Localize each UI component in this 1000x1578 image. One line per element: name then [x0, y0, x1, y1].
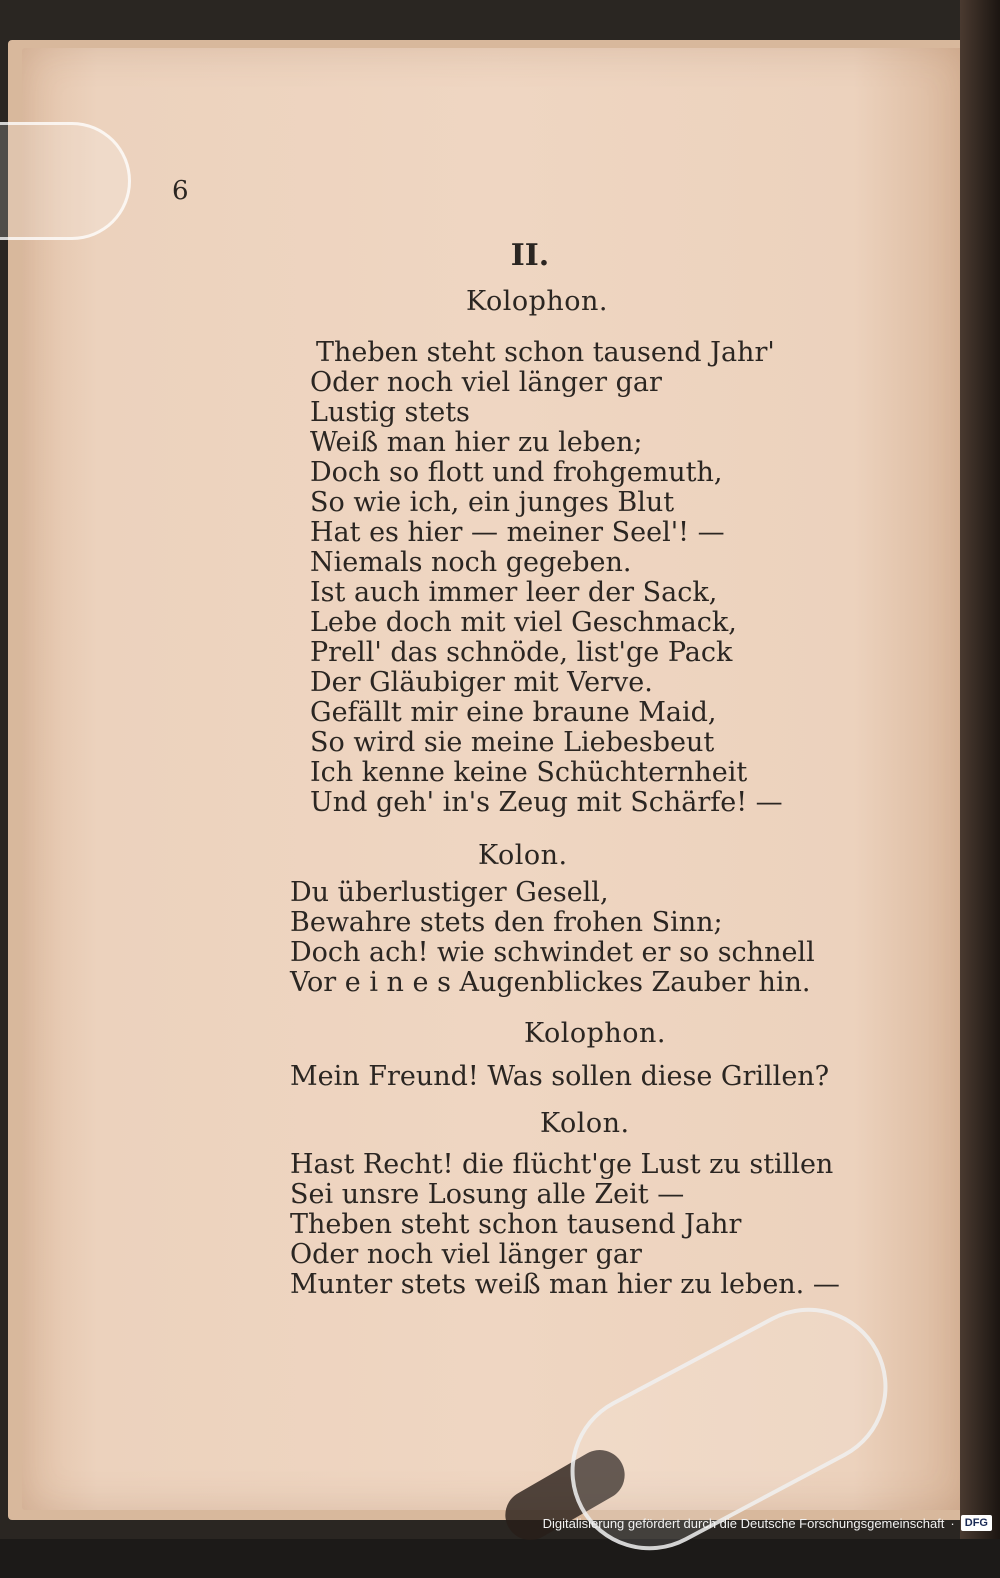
verse-line: Mein Freund! Was sollen diese Grillen?: [290, 1061, 830, 1092]
page-clip-top: [0, 122, 131, 240]
verse-line: Ich kenne keine Schüchternheit: [310, 757, 748, 788]
verse-line: Weiß man hier zu leben;: [310, 427, 643, 458]
verse-line: Lustig stets: [310, 397, 470, 428]
footer-separator: ·: [950, 1515, 955, 1531]
verse-line: Hast Recht! die flücht'ge Lust zu stillen: [290, 1149, 834, 1180]
speaker-heading-kolon: Kolon.: [478, 840, 568, 871]
verse-line: Doch ach! wie schwindet er so schnell: [290, 937, 815, 968]
verse-line: Ist auch immer leer der Sack,: [310, 577, 718, 608]
verse-line: Gefällt mir eine braune Maid,: [310, 697, 717, 728]
footer-credit: Digitalisierung gefördert durch die Deutsche Forschungsgemeinschaft: [542, 1515, 945, 1531]
book-spine: [960, 0, 1000, 1539]
verse-line: Oder noch viel länger gar: [310, 367, 662, 398]
verse-line: Bewahre stets den frohen Sinn;: [290, 907, 723, 938]
verse-line: So wird sie meine Liebesbeut: [310, 727, 715, 758]
digitization-footer: [543, 1509, 992, 1537]
verse-line: Hat es hier — meiner Seel'! —: [310, 517, 725, 548]
speaker-heading-kolon: Kolon.: [540, 1108, 630, 1139]
verse-block-4: [290, 1150, 840, 1300]
verse-line: Und geh' in's Zeug mit Schärfe! —: [310, 787, 783, 818]
verse-line: Prell' das schnöde, list'ge Pack: [310, 637, 733, 668]
dfg-logo: DFG: [961, 1515, 992, 1531]
verse-line: Sei unsre Losung alle Zeit —: [290, 1179, 685, 1210]
verse-line: Theben steht schon tausend Jahr': [316, 337, 775, 368]
speaker-heading-kolophon: Kolophon.: [466, 286, 608, 317]
verse-line: Niemals noch gegeben.: [310, 547, 632, 578]
verse-block-3: [290, 1062, 829, 1092]
section-numeral: II.: [510, 238, 550, 273]
verse-line: Lebe doch mit viel Geschmack,: [310, 607, 737, 638]
verse-line: Der Gläubiger mit Verve.: [310, 667, 653, 698]
speaker-heading-kolophon: Kolophon.: [524, 1018, 666, 1049]
verse-line: Munter stets weiß man hier zu leben. —: [290, 1269, 840, 1300]
verse-line: Du überlustiger Gesell,: [290, 877, 609, 908]
page-number: 6: [172, 176, 189, 206]
verse-block-2: [290, 878, 815, 998]
verse-line: Doch so flott und frohgemuth,: [310, 457, 723, 488]
verse-block-1: [310, 338, 783, 818]
verse-line: Vor e i n e s Augenblickes Zauber hin.: [290, 967, 811, 998]
verse-line: Oder noch viel länger gar: [290, 1239, 642, 1270]
verse-line: So wie ich, ein junges Blut: [310, 487, 675, 518]
verse-line: Theben steht schon tausend Jahr: [290, 1209, 742, 1240]
